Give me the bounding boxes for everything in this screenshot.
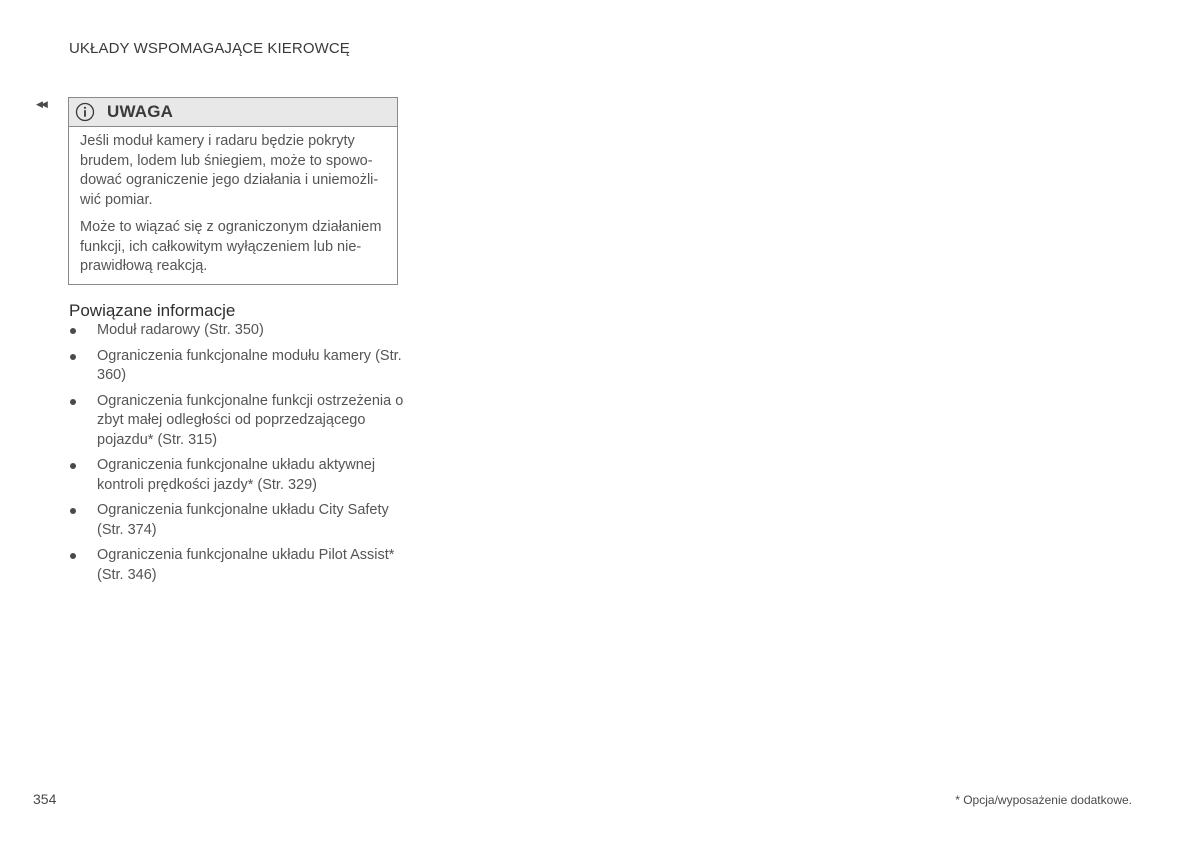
footnote: * Opcja/wyposażenie dodatkowe.	[955, 793, 1132, 807]
bullet-icon	[70, 399, 76, 405]
note-box	[68, 97, 398, 285]
continuation-marker: ◀◀	[36, 99, 46, 109]
list-item[interactable]	[69, 546, 404, 585]
note-body	[69, 127, 397, 277]
list-item-text: Moduł radarowy (Str. 350)	[97, 322, 264, 338]
page-number: 354	[33, 791, 57, 807]
bullet-icon	[70, 553, 76, 559]
note-title: UWAGA	[107, 102, 174, 121]
list-item[interactable]	[69, 347, 404, 386]
bullet-icon	[70, 328, 76, 334]
list-item-text: Ograniczenia funkcjonalne układu Pilot Assist* (Str. 346)	[97, 547, 395, 583]
page-section-title: UKŁADY WSPOMAGAJĄCE KIEROWCĘ	[69, 40, 350, 57]
list-item[interactable]	[69, 456, 404, 495]
list-item[interactable]	[69, 321, 404, 341]
info-icon	[75, 102, 95, 122]
bullet-icon	[70, 508, 76, 514]
list-item-text: Ograniczenia funkcjonalne funkcji ostrzeżenia o zbyt małej odległości od poprzedzającego pojazdu* (Str. 315)	[97, 392, 404, 448]
bullet-icon	[70, 354, 76, 360]
related-info-heading: Powiązane informacje	[69, 301, 236, 320]
related-info-list	[69, 321, 404, 591]
note-header	[69, 98, 397, 127]
list-item[interactable]	[69, 392, 404, 451]
list-item[interactable]	[69, 501, 404, 540]
list-item-text: Ograniczenia funkcjonalne układu aktywnej kontroli prędkości jazdy* (Str. 329)	[97, 457, 376, 493]
bullet-icon	[70, 463, 76, 469]
note-paragraph: Jeśli moduł kamery i radaru będzie pokryty brudem, lodem lub śniegiem, może to spowodować ograniczenie jego działania i uniemożliwić pomiar.	[80, 133, 379, 208]
list-item-text: Ograniczenia funkcjonalne układu City Safety (Str. 374)	[97, 502, 389, 538]
note-paragraph: Może to wiązać się z ograniczonym działaniem funkcji, ich całkowitym wyłączeniem lub nieprawidłową reakcją.	[80, 219, 382, 274]
list-item-text: Ograniczenia funkcjonalne modułu kamery (Str. 360)	[97, 347, 402, 383]
